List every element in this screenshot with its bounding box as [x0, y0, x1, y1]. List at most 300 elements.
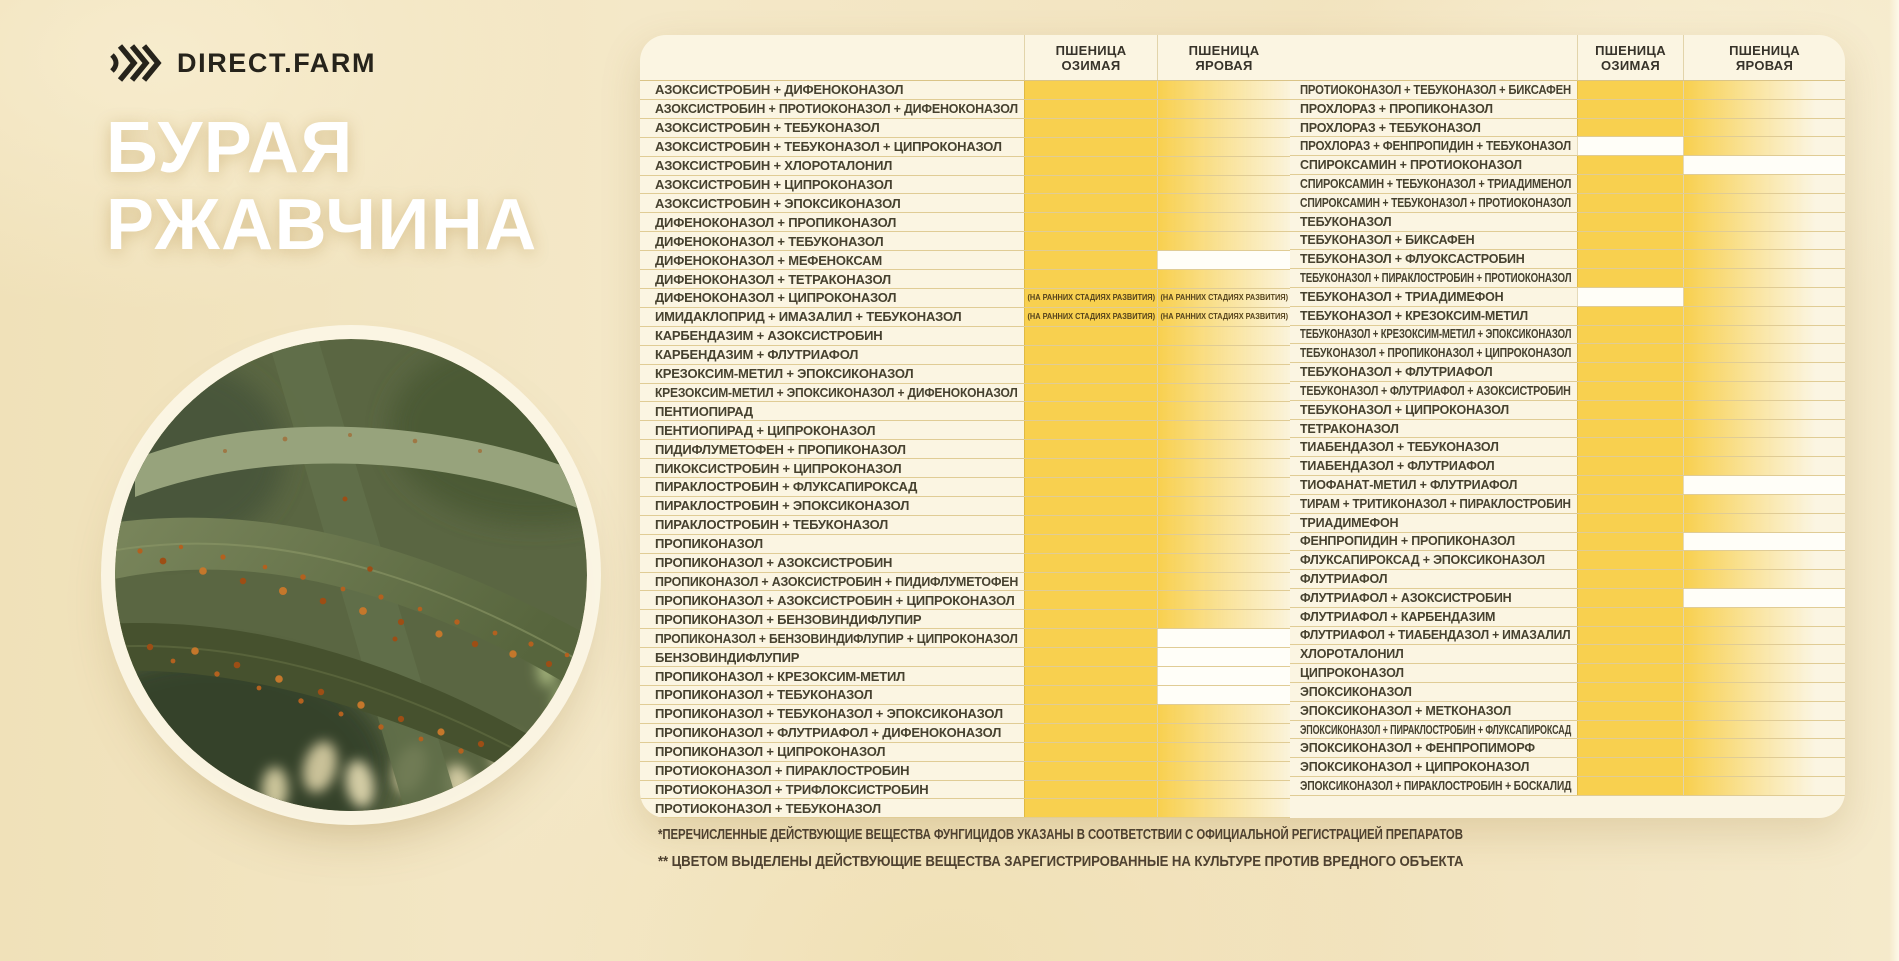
- ingredient-label-text: ПРОПИКОНАЗОЛ + АЗОКСИСТРОБИН + ЦИПРОКОНАЗОЛ: [655, 592, 1015, 608]
- table-row: [1290, 721, 1845, 740]
- ingredient-label-text: ТЕБУКОНАЗОЛ + КРЕЗОКСИМ-МЕТИЛ: [1300, 308, 1529, 323]
- ingredient-label: [1290, 307, 1577, 325]
- winter-wheat-cell: [1024, 327, 1157, 345]
- ingredient-label: [640, 799, 1024, 817]
- table-row: [640, 629, 1290, 648]
- early-stages-note: (НА РАННИХ СТАДИЯХ РАЗВИТИЯ): [1160, 293, 1288, 303]
- ingredient-label-text: ПРОПИКОНАЗОЛ + БЕНЗОВИНДИФЛУПИР + ЦИПРОКОНАЗОЛ: [655, 630, 1018, 646]
- table-row: [1290, 758, 1845, 777]
- winter-wheat-cell: [1577, 664, 1683, 682]
- fungicide-registration-table: [640, 35, 1845, 818]
- table-row: [1290, 175, 1845, 194]
- spring-wheat-cell: [1157, 781, 1290, 799]
- winter-wheat-cell: [1577, 137, 1683, 155]
- table-row: [1290, 739, 1845, 758]
- spring-wheat-cell: [1683, 739, 1845, 757]
- spring-wheat-cell: [1683, 326, 1845, 344]
- ingredient-label: [1290, 194, 1577, 212]
- ingredient-label: [1290, 438, 1577, 456]
- ingredient-label: [1290, 551, 1577, 569]
- spring-wheat-cell: [1683, 269, 1845, 287]
- winter-wheat-cell: [1577, 363, 1683, 381]
- table-row: [1290, 777, 1845, 796]
- ingredient-label-text: ПИКОКСИСТРОБИН + ЦИПРОКОНАЗОЛ: [655, 460, 902, 476]
- table-row: [1290, 326, 1845, 345]
- ingredient-label-text: ПИРАКЛОСТРОБИН + ФЛУКСАПИРОКСАД: [655, 479, 918, 495]
- spring-wheat-cell: [1157, 213, 1290, 231]
- ingredient-label: [640, 232, 1024, 250]
- spring-wheat-cell: [1157, 251, 1290, 269]
- winter-wheat-cell: [1024, 81, 1157, 99]
- winter-wheat-cell: [1577, 533, 1683, 551]
- winter-wheat-cell: [1024, 762, 1157, 780]
- winter-wheat-cell: [1577, 589, 1683, 607]
- spring-wheat-cell: [1683, 721, 1845, 739]
- ingredient-label-text: ЭПОКСИКОНАЗОЛ + ФЕНПРОПИМОРФ: [1300, 741, 1535, 756]
- column-header-spring-wheat: [1157, 35, 1290, 80]
- column-header-label: ПШЕНИЦА ОЗИМАЯ: [1595, 42, 1666, 73]
- ingredient-label-text: ПРОТИОКОНАЗОЛ + ТЕБУКОНАЗОЛ + БИКСАФЕН: [1300, 82, 1571, 97]
- spring-wheat-cell: [1157, 384, 1290, 402]
- winter-wheat-cell: [1024, 743, 1157, 761]
- spring-wheat-cell: [1683, 420, 1845, 438]
- ingredient-label: [1290, 344, 1577, 362]
- ingredient-label: [1290, 476, 1577, 494]
- table-row: [640, 762, 1290, 781]
- ingredient-label-text: ПРОТИОКОНАЗОЛ + ТЕБУКОНАЗОЛ: [655, 800, 881, 816]
- ingredient-label-text: КРЕЗОКСИМ-МЕТИЛ + ЭПОКСИКОНАЗОЛ: [655, 366, 914, 382]
- spring-wheat-cell: [1683, 777, 1845, 795]
- spring-wheat-cell: [1683, 250, 1845, 268]
- table-row: [1290, 382, 1845, 401]
- ingredient-label: [640, 440, 1024, 458]
- ingredient-label: [1290, 645, 1577, 663]
- ingredient-label-text: АЗОКСИСТРОБИН + ПРОТИОКОНАЗОЛ + ДИФЕНОКОНАЗОЛ: [655, 101, 1018, 117]
- table-row: [640, 157, 1290, 176]
- winter-wheat-cell: [1577, 683, 1683, 701]
- column-header-winter-wheat: [1577, 35, 1683, 80]
- table-row: [640, 497, 1290, 516]
- ingredient-label: [640, 327, 1024, 345]
- table-row: [640, 667, 1290, 686]
- ingredient-label-text: ПРОПИКОНАЗОЛ + АЗОКСИСТРОБИН + ПИДИФЛУМЕТОФЕН: [655, 574, 1019, 590]
- ingredient-label-text: ПРОПИКОНАЗОЛ + ТЕБУКОНАЗОЛ + ЭПОКСИКОНАЗОЛ: [655, 706, 1003, 722]
- spring-wheat-cell: [1157, 176, 1290, 194]
- table-row: [1290, 420, 1845, 439]
- winter-wheat-cell: [1024, 724, 1157, 742]
- ingredient-label: [640, 459, 1024, 477]
- spring-wheat-cell: [1157, 232, 1290, 250]
- winter-wheat-cell: [1577, 100, 1683, 118]
- ingredient-label-text: ЭПОКСИКОНАЗОЛ + ПИРАКЛОСТРОБИН + ФЛУКСАПИРОКСАД: [1300, 722, 1572, 737]
- winter-wheat-cell: [1577, 288, 1683, 306]
- winter-wheat-cell: [1024, 648, 1157, 666]
- winter-wheat-cell: [1024, 497, 1157, 515]
- spring-wheat-cell: [1683, 288, 1845, 306]
- winter-wheat-cell: [1577, 514, 1683, 532]
- ingredient-label: [1290, 401, 1577, 419]
- spring-wheat-cell: [1157, 478, 1290, 496]
- spring-wheat-cell: [1683, 175, 1845, 193]
- ingredient-label: [1290, 777, 1577, 795]
- ingredient-label: [640, 402, 1024, 420]
- ingredient-label: [1290, 232, 1577, 250]
- ingredient-label: [1290, 382, 1577, 400]
- ingredient-label-text: АЗОКСИСТРОБИН + ЭПОКСИКОНАЗОЛ: [655, 195, 901, 211]
- brown-rust-leaf-photo: [115, 339, 587, 811]
- spring-wheat-cell: [1683, 100, 1845, 118]
- ingredient-label: [640, 478, 1024, 496]
- ingredient-label-text: ТЕБУКОНАЗОЛ: [1300, 214, 1392, 229]
- winter-wheat-cell: [1024, 705, 1157, 723]
- ingredient-label-text: ТРИАДИМЕФОН: [1300, 515, 1399, 530]
- spring-wheat-cell: [1683, 156, 1845, 174]
- winter-wheat-cell: [1577, 382, 1683, 400]
- table-row: [640, 384, 1290, 403]
- footnote-registration: *ПЕРЕЧИСЛЕННЫЕ ДЕЙСТВУЮЩИЕ ВЕЩЕСТВА ФУНГИЦИДОВ УКАЗАНЫ В СООТВЕТСТВИИ С ОФИЦИАЛЬНОЙ РЕГИСТРАЦИЕЙ ПРЕПАРАТОВ: [658, 827, 1463, 843]
- ingredient-label: [640, 781, 1024, 799]
- spring-wheat-cell: [1683, 232, 1845, 250]
- table-row: [1290, 457, 1845, 476]
- ingredient-label: [1290, 288, 1577, 306]
- ingredient-label: [640, 686, 1024, 704]
- spring-wheat-cell: [1157, 535, 1290, 553]
- table-row: [1290, 100, 1845, 119]
- ingredient-label-text: ИМИДАКЛОПРИД + ИМАЗАЛИЛ + ТЕБУКОНАЗОЛ: [655, 309, 962, 325]
- ingredient-label-text: ПРОПИКОНАЗОЛ + АЗОКСИСТРОБИН: [655, 555, 893, 571]
- ingredient-label-text: ПРОХЛОРАЗ + ТЕБУКОНАЗОЛ: [1300, 120, 1481, 135]
- ingredient-label: [640, 629, 1024, 647]
- ingredient-label: [640, 346, 1024, 364]
- winter-wheat-cell: [1024, 346, 1157, 364]
- ingredient-label: [640, 157, 1024, 175]
- spring-wheat-cell: [1683, 570, 1845, 588]
- ingredient-label-text: ТЕБУКОНАЗОЛ + КРЕЗОКСИМ-МЕТИЛ + ЭПОКСИКОНАЗОЛ: [1300, 327, 1572, 342]
- spring-wheat-cell: [1683, 476, 1845, 494]
- ingredient-label-text: ДИФЕНОКОНАЗОЛ + МЕФЕНОКСАМ: [655, 252, 883, 268]
- spring-wheat-cell: [1683, 457, 1845, 475]
- table-row: [1290, 514, 1845, 533]
- winter-wheat-cell: [1577, 608, 1683, 626]
- ingredient-label: [1290, 137, 1577, 155]
- ingredient-label-text: ПРОХЛОРАЗ + ФЕНПРОПИДИН + ТЕБУКОНАЗОЛ: [1300, 139, 1571, 154]
- spring-wheat-cell: [1683, 194, 1845, 212]
- ingredient-label-text: ТИАБЕНДАЗОЛ + ТЕБУКОНАЗОЛ: [1300, 440, 1499, 455]
- spring-wheat-cell: [1683, 307, 1845, 325]
- ingredient-label: [640, 194, 1024, 212]
- ingredient-label: [640, 308, 1024, 326]
- ingredient-label-text: ДИФЕНОКОНАЗОЛ + ТЕТРАКОНАЗОЛ: [655, 271, 891, 287]
- ingredient-label: [1290, 119, 1577, 137]
- winter-wheat-cell: [1577, 438, 1683, 456]
- winter-wheat-cell: [1577, 156, 1683, 174]
- table-row: [1290, 683, 1845, 702]
- ingredient-label-text: ПРОХЛОРАЗ + ПРОПИКОНАЗОЛ: [1300, 101, 1493, 116]
- table-row: [1290, 194, 1845, 213]
- ingredient-label: [640, 516, 1024, 534]
- winter-wheat-cell: [1024, 402, 1157, 420]
- table-row: [640, 100, 1290, 119]
- winter-wheat-cell: [1577, 551, 1683, 569]
- table-row: [640, 308, 1290, 327]
- spring-wheat-cell: [1157, 724, 1290, 742]
- ingredient-label: [640, 591, 1024, 609]
- spring-wheat-cell: [1157, 799, 1290, 817]
- table-row: [640, 705, 1290, 724]
- winter-wheat-cell: [1024, 119, 1157, 137]
- brand-name: DIRECT.FARM: [177, 47, 377, 78]
- winter-wheat-cell: [1024, 384, 1157, 402]
- ingredient-label-text: ЭПОКСИКОНАЗОЛ + ПИРАКЛОСТРОБИН + БОСКАЛИД: [1300, 778, 1572, 793]
- spring-wheat-cell: [1683, 119, 1845, 137]
- table-header-row: [1290, 35, 1845, 81]
- winter-wheat-cell: [1577, 250, 1683, 268]
- spring-wheat-cell: [1683, 81, 1845, 99]
- winter-wheat-cell: [1577, 777, 1683, 795]
- ingredient-label: [1290, 570, 1577, 588]
- spring-wheat-cell: [1157, 648, 1290, 666]
- spring-wheat-cell: [1683, 758, 1845, 776]
- ingredient-label: [640, 610, 1024, 628]
- ingredient-label-text: ФЛУТРИАФОЛ: [1300, 572, 1388, 587]
- winter-wheat-cell: [1024, 365, 1157, 383]
- ingredient-label: [640, 289, 1024, 307]
- spring-wheat-cell: [1157, 591, 1290, 609]
- spring-wheat-cell: [1157, 270, 1290, 288]
- winter-wheat-cell: [1577, 232, 1683, 250]
- table-row: [1290, 645, 1845, 664]
- spring-wheat-cell: [1683, 702, 1845, 720]
- ingredient-label-text: ДИФЕНОКОНАЗОЛ + ПРОПИКОНАЗОЛ: [655, 214, 897, 230]
- ingredient-label-text: ПИРАКЛОСТРОБИН + ТЕБУКОНАЗОЛ: [655, 517, 889, 533]
- spring-wheat-cell: [1157, 289, 1290, 307]
- spring-wheat-cell: [1683, 401, 1845, 419]
- winter-wheat-cell: [1024, 308, 1157, 326]
- ingredient-label: [1290, 664, 1577, 682]
- winter-wheat-cell: [1577, 457, 1683, 475]
- table-row: [1290, 608, 1845, 627]
- winter-wheat-cell: [1024, 138, 1157, 156]
- ingredient-label-text: СПИРОКСАМИН + ПРОТИОКОНАЗОЛ: [1300, 158, 1522, 173]
- ingredient-label: [640, 119, 1024, 137]
- table-row: [640, 459, 1290, 478]
- ingredient-label-text: ЭПОКСИКОНАЗОЛ + МЕТКОНАЗОЛ: [1300, 703, 1512, 718]
- ingredient-label-text: ХЛОРОТАЛОНИЛ: [1300, 647, 1404, 662]
- ingredient-label-text: АЗОКСИСТРОБИН + ТЕБУКОНАЗОЛ: [655, 120, 880, 136]
- table-row: [640, 686, 1290, 705]
- winter-wheat-cell: [1024, 686, 1157, 704]
- winter-wheat-cell: [1024, 100, 1157, 118]
- ingredient-label: [640, 762, 1024, 780]
- table-row: [1290, 551, 1845, 570]
- ingredient-label-text: ФЛУТРИАФОЛ + КАРБЕНДАЗИМ: [1300, 609, 1496, 624]
- spring-wheat-cell: [1157, 138, 1290, 156]
- spring-wheat-cell: [1157, 100, 1290, 118]
- ingredient-label: [1290, 589, 1577, 607]
- ingredient-label: [1290, 420, 1577, 438]
- spring-wheat-cell: [1683, 645, 1845, 663]
- table-row: [1290, 156, 1845, 175]
- table-row: [1290, 664, 1845, 683]
- ingredient-label-text: ПИДИФЛУМЕТОФЕН + ПРОПИКОНАЗОЛ: [655, 441, 906, 457]
- winter-wheat-cell: [1577, 307, 1683, 325]
- spring-wheat-cell: [1157, 554, 1290, 572]
- ingredient-label-text: ТИОФАНАТ-МЕТИЛ + ФЛУТРИАФОЛ: [1300, 477, 1518, 492]
- ingredient-label: [640, 573, 1024, 591]
- ingredient-label: [640, 667, 1024, 685]
- table-row: [640, 781, 1290, 800]
- brand-logo: [108, 42, 376, 84]
- table-row: [640, 535, 1290, 554]
- winter-wheat-cell: [1577, 476, 1683, 494]
- table-row: [640, 799, 1290, 818]
- spring-wheat-cell: [1157, 743, 1290, 761]
- spring-wheat-cell: [1157, 194, 1290, 212]
- ingredient-label: [1290, 683, 1577, 701]
- spring-wheat-cell: [1683, 382, 1845, 400]
- table-row: [640, 365, 1290, 384]
- table-row: [1290, 269, 1845, 288]
- ingredient-label-text: ЭПОКСИКОНАЗОЛ + ЦИПРОКОНАЗОЛ: [1300, 760, 1530, 775]
- spring-wheat-cell: [1157, 705, 1290, 723]
- winter-wheat-cell: [1577, 721, 1683, 739]
- column-header-winter-wheat: [1024, 35, 1157, 80]
- spring-wheat-cell: [1157, 81, 1290, 99]
- winter-wheat-cell: [1024, 251, 1157, 269]
- ingredient-label: [640, 100, 1024, 118]
- winter-wheat-cell: [1577, 175, 1683, 193]
- winter-wheat-cell: [1577, 194, 1683, 212]
- ingredient-label-text: ЭПОКСИКОНАЗОЛ: [1300, 684, 1412, 699]
- winter-wheat-cell: [1024, 799, 1157, 817]
- spring-wheat-cell: [1157, 497, 1290, 515]
- table-row: [640, 554, 1290, 573]
- table-row: [640, 402, 1290, 421]
- ingredient-label: [1290, 702, 1577, 720]
- ingredient-label: [640, 251, 1024, 269]
- spring-wheat-cell: [1683, 683, 1845, 701]
- spring-wheat-cell: [1157, 421, 1290, 439]
- winter-wheat-cell: [1024, 554, 1157, 572]
- ingredient-label: [1290, 81, 1577, 99]
- ingredient-label: [640, 176, 1024, 194]
- spring-wheat-cell: [1683, 363, 1845, 381]
- ingredient-label-text: ТЕБУКОНАЗОЛ + ПРОПИКОНАЗОЛ + ЦИПРОКОНАЗОЛ: [1300, 346, 1572, 361]
- table-row: [1290, 344, 1845, 363]
- ingredient-label: [640, 81, 1024, 99]
- table-row: [640, 138, 1290, 157]
- winter-wheat-cell: [1024, 478, 1157, 496]
- ingredient-label: [1290, 363, 1577, 381]
- ingredient-label-text: СПИРОКСАМИН + ТЕБУКОНАЗОЛ + ПРОТИОКОНАЗОЛ: [1300, 195, 1571, 210]
- ingredient-label: [640, 213, 1024, 231]
- ingredient-label-text: ТЕБУКОНАЗОЛ + ФЛУОКСАСТРОБИН: [1300, 252, 1525, 267]
- table-row: [1290, 570, 1845, 589]
- ingredient-label-text: АЗОКСИСТРОБИН + ДИФЕНОКОНАЗОЛ: [655, 82, 904, 98]
- ingredient-label: [1290, 250, 1577, 268]
- spring-wheat-cell: [1157, 459, 1290, 477]
- winter-wheat-cell: [1024, 667, 1157, 685]
- ingredient-label: [1290, 608, 1577, 626]
- page-title-line1: БУРАЯ: [106, 108, 354, 188]
- ingredient-label: [1290, 758, 1577, 776]
- ingredient-label: [640, 138, 1024, 156]
- ingredient-label: [1290, 533, 1577, 551]
- ingredient-label-text: ФЛУКСАПИРОКСАД + ЭПОКСИКОНАЗОЛ: [1300, 553, 1545, 568]
- winter-wheat-cell: [1577, 344, 1683, 362]
- spring-wheat-cell: [1157, 327, 1290, 345]
- ingredient-label-text: ТЕБУКОНАЗОЛ + ФЛУТРИАФОЛ + АЗОКСИСТРОБИН: [1300, 383, 1571, 398]
- table-row: [640, 194, 1290, 213]
- ingredient-label-text: ТИРАМ + ТРИТИКОНАЗОЛ + ПИРАКЛОСТРОБИН: [1300, 496, 1571, 511]
- ingredient-label-text: ДИФЕНОКОНАЗОЛ + ЦИПРОКОНАЗОЛ: [655, 290, 897, 306]
- ingredient-label: [1290, 269, 1577, 287]
- table-row: [1290, 213, 1845, 232]
- winter-wheat-cell: [1577, 81, 1683, 99]
- spring-wheat-cell: [1683, 438, 1845, 456]
- ingredient-label-text: ТЕТРАКОНАЗОЛ: [1300, 421, 1399, 436]
- table-row: [1290, 232, 1845, 251]
- ingredient-label: [1290, 175, 1577, 193]
- table-row: [640, 232, 1290, 251]
- table-row: [640, 421, 1290, 440]
- ingredient-label-text: КАРБЕНДАЗИМ + ФЛУТРИАФОЛ: [655, 347, 859, 363]
- ingredient-label: [1290, 721, 1577, 739]
- ingredient-label: [640, 648, 1024, 666]
- winter-wheat-cell: [1024, 781, 1157, 799]
- winter-wheat-cell: [1024, 629, 1157, 647]
- spring-wheat-cell: [1157, 308, 1290, 326]
- ingredient-label-text: ТЕБУКОНАЗОЛ + ФЛУТРИАФОЛ: [1300, 365, 1493, 380]
- spring-wheat-cell: [1683, 533, 1845, 551]
- ingredient-label: [640, 365, 1024, 383]
- table-row: [640, 346, 1290, 365]
- table-row: [640, 610, 1290, 629]
- winter-wheat-cell: [1024, 573, 1157, 591]
- column-header-label: ПШЕНИЦА ОЗИМАЯ: [1055, 42, 1127, 73]
- spring-wheat-cell: [1157, 573, 1290, 591]
- ingredient-label-text: ТЕБУКОНАЗОЛ + ЦИПРОКОНАЗОЛ: [1300, 402, 1509, 417]
- winter-wheat-cell: [1577, 758, 1683, 776]
- ingredient-label-text: ПРОПИКОНАЗОЛ: [655, 536, 763, 552]
- column-header-label: ПШЕНИЦА ЯРОВАЯ: [1188, 42, 1260, 73]
- early-stages-note: (НА РАННИХ СТАДИЯХ РАЗВИТИЯ): [1160, 312, 1288, 322]
- table-row: [1290, 533, 1845, 552]
- ingredient-label: [1290, 495, 1577, 513]
- spring-wheat-cell: [1157, 516, 1290, 534]
- winter-wheat-cell: [1577, 495, 1683, 513]
- spring-wheat-cell: [1157, 119, 1290, 137]
- table-row: [640, 478, 1290, 497]
- ingredient-label: [1290, 457, 1577, 475]
- winter-wheat-cell: [1577, 627, 1683, 645]
- spring-wheat-cell: [1683, 608, 1845, 626]
- spring-wheat-cell: [1157, 629, 1290, 647]
- spring-wheat-cell: [1157, 440, 1290, 458]
- ingredient-label-text: АЗОКСИСТРОБИН + ТЕБУКОНАЗОЛ + ЦИПРОКОНАЗОЛ: [655, 139, 1002, 155]
- ingredient-label-text: ПРОПИКОНАЗОЛ + КРЕЗОКСИМ-МЕТИЛ: [655, 668, 906, 684]
- ingredient-label: [640, 705, 1024, 723]
- spring-wheat-cell: [1157, 686, 1290, 704]
- ingredient-label-text: ПРОПИКОНАЗОЛ + ТЕБУКОНАЗОЛ: [655, 687, 873, 703]
- table-row: [640, 251, 1290, 270]
- table-row: [640, 327, 1290, 346]
- table-row: [1290, 702, 1845, 721]
- spring-wheat-cell: [1683, 495, 1845, 513]
- winter-wheat-cell: [1024, 421, 1157, 439]
- ingredient-label: [640, 497, 1024, 515]
- ingredient-label-text: ДИФЕНОКОНАЗОЛ + ТЕБУКОНАЗОЛ: [655, 233, 884, 249]
